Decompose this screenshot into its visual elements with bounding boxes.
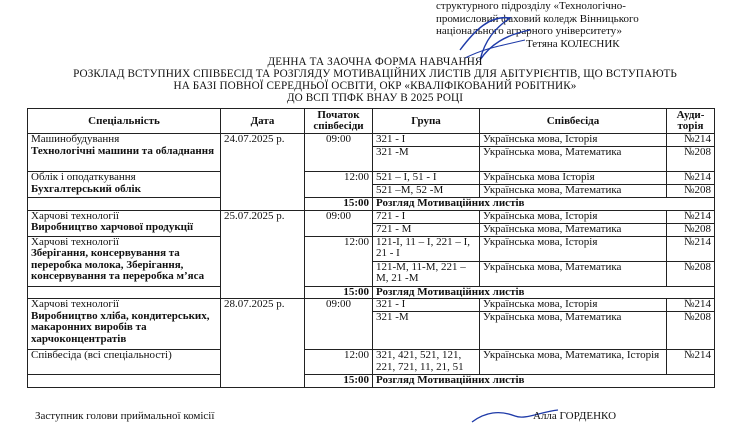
- review-row: [28, 286, 715, 299]
- room-cell: №214: [667, 172, 715, 185]
- header-specialty: Спеціальність: [28, 109, 221, 134]
- date-cell: 24.07.2025 р.: [221, 134, 305, 211]
- group-cell: 321 - І: [373, 299, 480, 312]
- time-cell: 09:00: [305, 299, 373, 350]
- header-date: Дата: [221, 109, 305, 134]
- review-label: Розгляд Мотиваційних листів: [373, 286, 715, 299]
- footer-position: Заступник голови приймальної комісії: [35, 410, 215, 422]
- room-cell: №214: [667, 236, 715, 261]
- table-row: [28, 350, 715, 375]
- table-row: [28, 134, 715, 147]
- group-cell: 721 - М: [373, 223, 480, 236]
- header-room: Ауди-торія: [667, 109, 715, 134]
- time-cell: 09:00: [305, 210, 373, 236]
- approval-line-3: національного аграрного університету»: [436, 25, 622, 37]
- specialty-cell: [28, 350, 221, 375]
- program-name: Бухгалтерський облік: [31, 182, 141, 195]
- specialty-cell: [28, 134, 221, 172]
- room-cell: №208: [667, 261, 715, 286]
- room-cell: №214: [667, 210, 715, 223]
- specialty-name: Облік і оподаткування: [31, 171, 136, 183]
- room-cell: №208: [667, 223, 715, 236]
- group-cell: 321 - І: [373, 134, 480, 147]
- group-cell: 321 -М: [373, 147, 480, 172]
- subjects-cell: Українська мова, Історія: [480, 299, 667, 312]
- approval-line-1: структурного підрозділу «Технологічно-: [436, 0, 626, 12]
- program-name: Зберігання, консервування та переробка молока, Зберігання, консервування та переробка м’яса: [31, 247, 205, 282]
- subjects-cell: Українська мова, Математика: [480, 312, 667, 350]
- table-row: [28, 236, 715, 261]
- time-cell: 15:00: [305, 375, 373, 388]
- room-cell: №208: [667, 147, 715, 172]
- group-cell: 321, 421, 521, 121, 221, 721, 11, 21, 51: [373, 350, 480, 375]
- room-cell: №214: [667, 299, 715, 312]
- program-name: Виробництво харчової продукції: [31, 221, 194, 233]
- heading-line-4: ДО ВСП ТПФК ВНАУ В 2025 РОЦІ: [286, 92, 464, 104]
- group-cell: 521 – І, 51 - І: [373, 172, 480, 185]
- group-cell: 121-М, 11-М, 221 –М, 21 -М: [373, 261, 480, 286]
- time-cell: 15:00: [305, 286, 373, 299]
- heading-line-2: РОЗКЛАД ВСТУПНИХ СПІВБЕСІД ТА РОЗГЛЯДУ МОТИВАЦІЙНИХ ЛИСТІВ ДЛЯ АБІТУРІЄНТІВ, ЩО ВСТУПАЮТЬ: [73, 68, 677, 80]
- subjects-cell: Українська мова, Математика: [480, 261, 667, 286]
- header-start: Початок співбесіди: [305, 109, 373, 134]
- specialty-name: Харчові технології: [31, 235, 119, 248]
- header-group: Група: [373, 109, 480, 134]
- group-cell: 521 –М, 52 -М: [373, 185, 480, 198]
- room-cell: №214: [667, 350, 715, 375]
- time-cell: 09:00: [305, 134, 373, 172]
- subjects-cell: Українська мова, Математика: [480, 147, 667, 172]
- subjects-cell: Українська мова, Математика: [480, 223, 667, 236]
- review-row: [28, 375, 715, 388]
- time-cell: 15:00: [305, 198, 373, 211]
- subjects-cell: Українська мова, Історія: [480, 134, 667, 147]
- specialty-cell: [28, 299, 221, 350]
- subjects-cell: Українська мова, Історія: [480, 210, 667, 223]
- table-row: [28, 172, 715, 185]
- time-cell: 12:00: [305, 350, 373, 375]
- subjects-cell: Українська мова, Історія: [480, 236, 667, 261]
- group-cell: 121-І, 11 – І, 221 – І, 21 - І: [373, 236, 480, 261]
- program-name: Технологічні машини та обладнання: [31, 144, 215, 157]
- specialty-name: Харчові технології: [31, 298, 119, 310]
- review-label: Розгляд Мотиваційних листів: [373, 198, 715, 211]
- document-heading: [0, 56, 750, 104]
- room-cell: №208: [667, 185, 715, 198]
- date-cell: 25.07.2025 р.: [221, 210, 305, 299]
- header-interview: Співбесіда: [480, 109, 667, 134]
- subjects-cell: Українська мова, Математика, Історія: [480, 350, 667, 375]
- specialty-name: Харчові технології: [31, 209, 119, 222]
- review-row: [28, 198, 715, 211]
- group-cell: 721 - І: [373, 210, 480, 223]
- specialty-name: Машинобудування: [31, 133, 120, 145]
- date-cell: 28.07.2025 р.: [221, 299, 305, 388]
- table-row: [28, 210, 715, 223]
- room-cell: №214: [667, 134, 715, 147]
- approval-signer: Тетяна КОЛЕСНИК: [526, 37, 620, 50]
- subjects-cell: Українська мова, Математика: [480, 185, 667, 198]
- time-cell: 12:00: [305, 236, 373, 286]
- heading-line-3: НА БАЗІ ПОВНОЇ СЕРЕДНЬОЇ ОСВІТИ, ОКР «КВАЛІФІКОВАНИЙ РОБІТНИК»: [173, 80, 577, 92]
- heading-line-1: ДЕННА ТА ЗАОЧНА ФОРМА НАВЧАННЯ: [267, 56, 483, 68]
- group-cell: 321 -М: [373, 312, 480, 350]
- review-label: Розгляд Мотиваційних листів: [373, 375, 715, 388]
- room-cell: №208: [667, 312, 715, 350]
- footer-signer: Алла ГОРДЕНКО: [533, 410, 617, 422]
- program-name: Виробництво хліба, кондитерських, макаронних виробів та харчоконцентратів: [31, 309, 210, 345]
- approval-line-2: промисловий фаховий коледж Вінницького: [436, 12, 639, 25]
- subjects-cell: Українська мова Історія: [480, 172, 667, 185]
- schedule-table: [27, 108, 715, 388]
- time-cell: 12:00: [305, 172, 373, 198]
- specialty-cell: [28, 236, 221, 286]
- table-row: [28, 299, 715, 312]
- specialty-cell: [28, 172, 221, 198]
- specialty-cell: [28, 210, 221, 236]
- specialty-name: Співбесіда (всі спеціальності): [31, 349, 172, 361]
